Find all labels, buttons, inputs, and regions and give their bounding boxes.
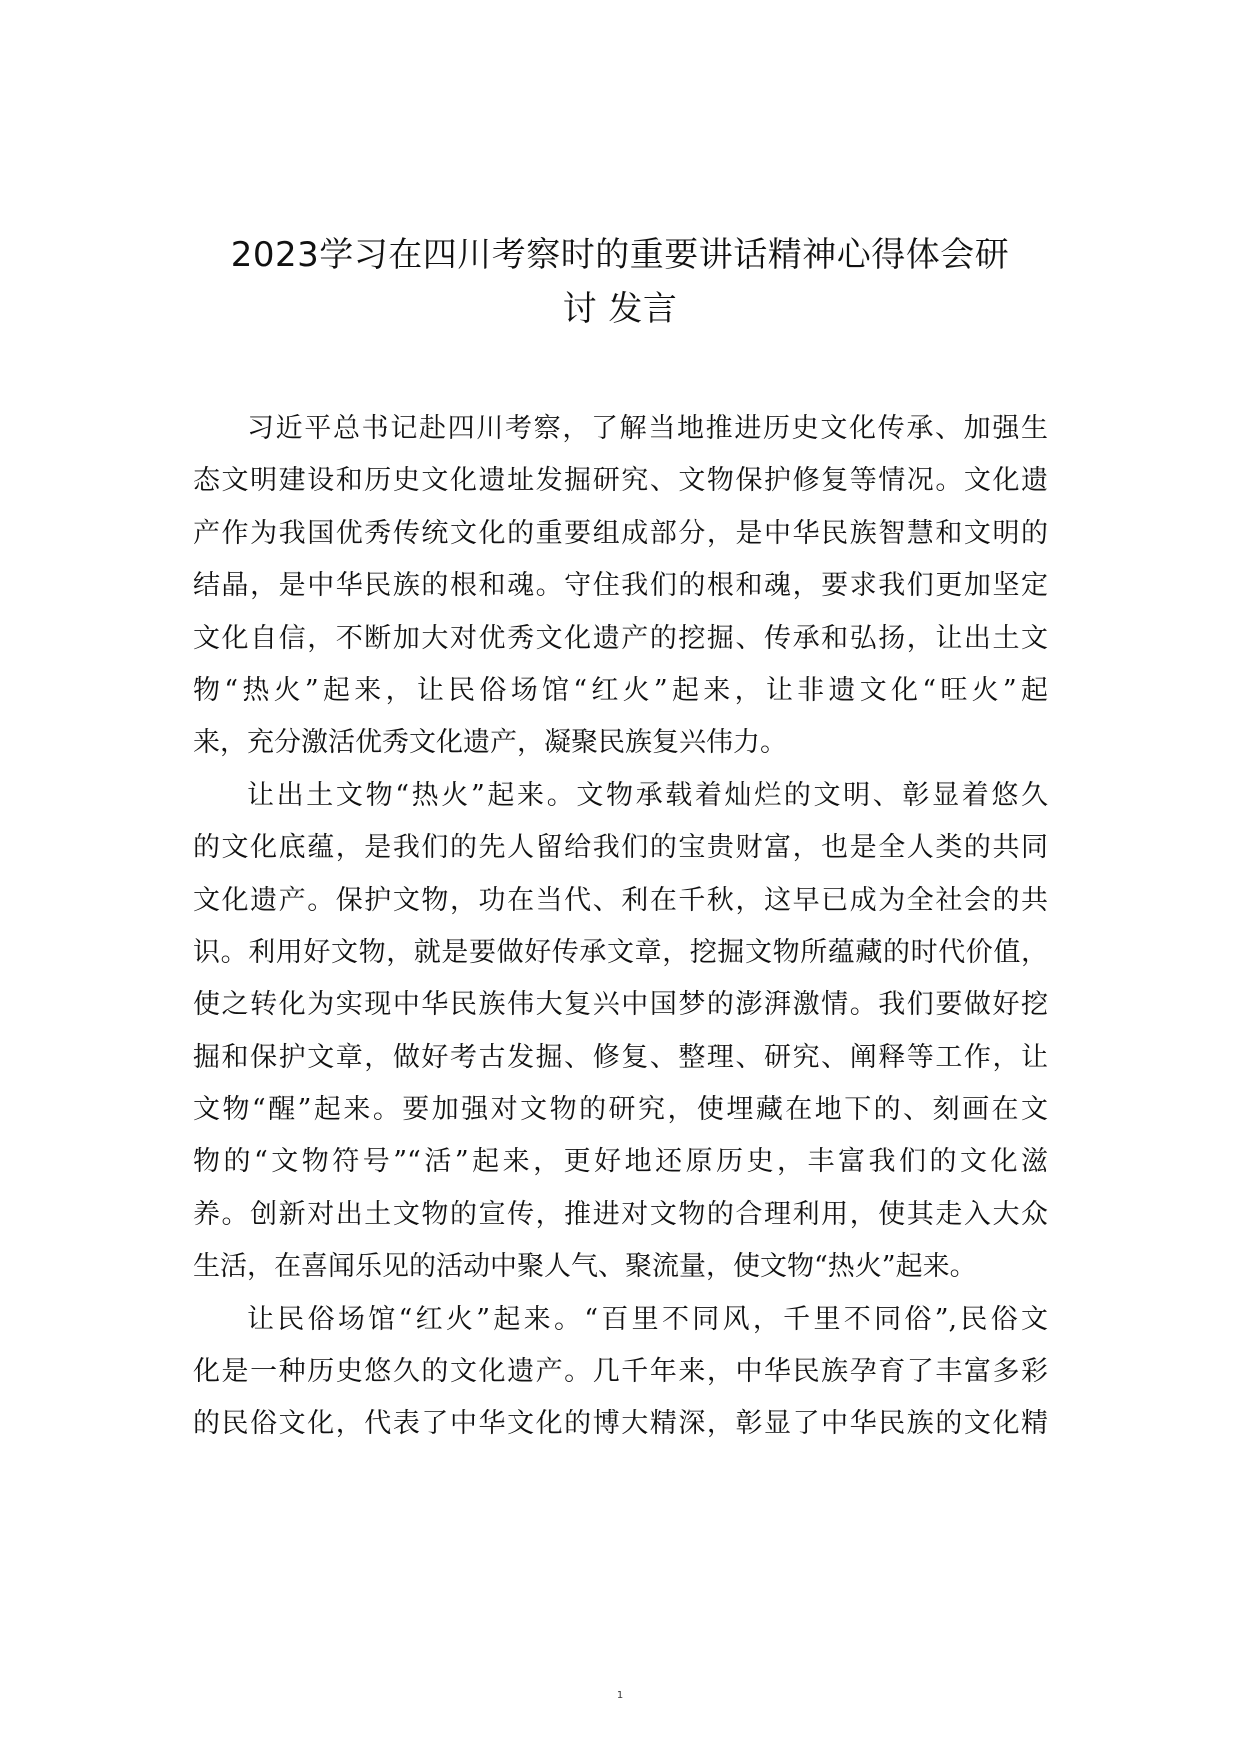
text-line: 文化遗产。保护文物，功在当代、利在千秋，这早已成为全社会的共	[193, 884, 1048, 916]
text-line: 物的“文物符号”“活”起来，更好地还原历史，丰富我们的文化滋	[193, 1146, 1048, 1178]
text-line: 产作为我国优秀传统文化的重要组成部分，是中华民族智慧和文明的	[193, 517, 1048, 549]
text-line: 识。利用好文物，就是要做好传承文章，挖掘文物所蕴藏的时代价值，	[193, 936, 1048, 968]
title-line-1: 2023学习在四川考察时的重要讲话精神心得体会研	[230, 235, 1010, 275]
text-line: 让出土文物“热火”起来。文物承载着灿烂的文明、彰显着悠久	[247, 779, 1048, 811]
text-line: 养。创新对出土文物的宣传，推进对文物的合理利用，使其走入大众	[193, 1198, 1048, 1230]
paragraph-intro	[193, 403, 1048, 770]
text-line: 让民俗场馆“红火”起来。“百里不同风，千里不同俗”,民俗文	[247, 1303, 1048, 1335]
paragraph-relics	[193, 770, 1048, 1294]
text-line: 结晶，是中华民族的根和魂。守住我们的根和魂，要求我们更加坚定	[193, 570, 1048, 602]
document-body	[193, 403, 1048, 1451]
text-line: 掘和保护文章，做好考古发掘、修复、整理、研究、阐释等工作，让	[193, 1041, 1048, 1073]
text-line: 化是一种历史悠久的文化遗产。几千年来，中华民族孕育了丰富多彩	[193, 1356, 1048, 1388]
text-line: 态文明建设和历史文化遗址发掘研究、文物保护修复等情况。文化遗	[193, 465, 1048, 497]
text-line: 文化自信，不断加大对优秀文化遗产的挖掘、传承和弘扬，让出土文	[193, 622, 1048, 654]
text-line: 来，充分激活优秀文化遗产，凝聚民族复兴伟力。	[193, 727, 787, 759]
text-line: 物“热火”起来，让民俗场馆“红火”起来，让非遗文化“旺火”起	[193, 674, 1048, 706]
text-line: 生活，在喜闻乐见的活动中聚人气、聚流量，使文物“热火”起来。	[193, 1251, 977, 1283]
paragraph-folk-venues	[193, 1294, 1048, 1451]
text-line: 文物“醒”起来。要加强对文物的研究，使埋藏在地下的、刻画在文	[193, 1094, 1048, 1126]
text-line: 的文化底蕴，是我们的先人留给我们的宝贵财富，也是全人类的共同	[193, 832, 1048, 864]
text-line: 使之转化为实现中华民族伟大复兴中国梦的澎湃激情。我们要做好挖	[193, 989, 1048, 1021]
document-title	[0, 228, 1240, 336]
title-line-2: 讨 发言	[562, 289, 678, 329]
text-line: 的民俗文化，代表了中华文化的博大精深，彰显了中华民族的文化精	[193, 1408, 1048, 1440]
text-line: 习近平总书记赴四川考察，了解当地推进历史文化传承、加强生	[247, 413, 1048, 444]
page-number: 1	[616, 1690, 624, 1701]
